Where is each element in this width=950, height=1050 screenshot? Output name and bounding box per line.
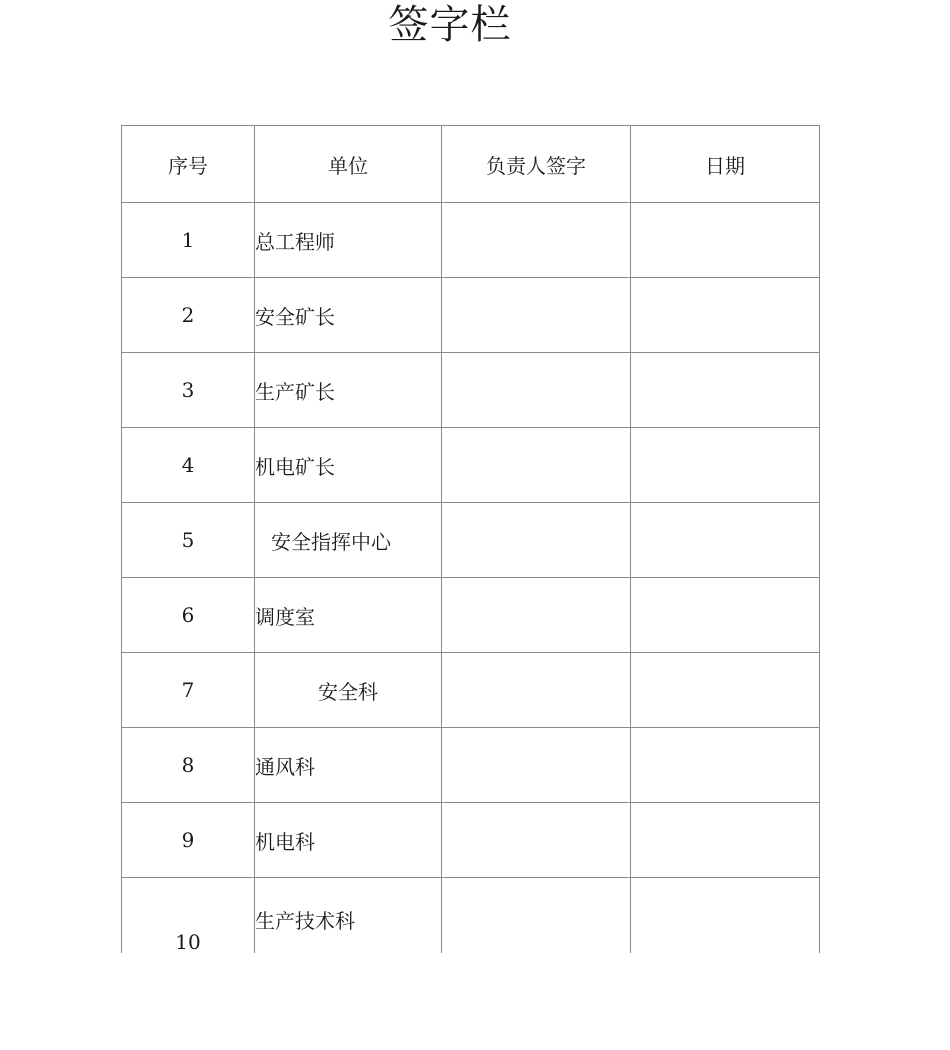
row-index: 10 [122, 878, 255, 954]
row-index: 4 [122, 428, 255, 503]
signature-table-container [121, 125, 821, 953]
signature-cell[interactable] [442, 278, 631, 353]
signature-cell[interactable] [442, 428, 631, 503]
signature-cell[interactable] [442, 353, 631, 428]
signature-cell[interactable] [442, 578, 631, 653]
signature-cell[interactable] [442, 203, 631, 278]
table-row [122, 653, 820, 728]
header-unit: 单位 [255, 126, 442, 203]
row-index: 3 [122, 353, 255, 428]
row-unit: 调度室 [255, 578, 442, 653]
row-index: 8 [122, 728, 255, 803]
signature-cell[interactable] [442, 653, 631, 728]
row-index: 7 [122, 653, 255, 728]
date-cell[interactable] [631, 428, 820, 503]
row-unit: 生产技术科 [255, 878, 442, 954]
date-cell[interactable] [631, 503, 820, 578]
row-index: 5 [122, 503, 255, 578]
signature-table [121, 125, 820, 953]
row-unit: 生产矿长 [255, 353, 442, 428]
header-date: 日期 [631, 126, 820, 203]
row-unit: 机电科 [255, 803, 442, 878]
row-unit: 机电矿长 [255, 428, 442, 503]
signature-cell[interactable] [442, 728, 631, 803]
header-signature: 负责人签字 [442, 126, 631, 203]
row-unit: 安全矿长 [255, 278, 442, 353]
header-index: 序号 [122, 126, 255, 203]
date-cell[interactable] [631, 728, 820, 803]
date-cell[interactable] [631, 653, 820, 728]
date-cell[interactable] [631, 353, 820, 428]
row-index: 9 [122, 803, 255, 878]
table-row [122, 353, 820, 428]
row-index: 1 [122, 203, 255, 278]
table-row [122, 503, 820, 578]
row-unit: 总工程师 [255, 203, 442, 278]
row-unit: 通风科 [255, 728, 442, 803]
date-cell[interactable] [631, 278, 820, 353]
date-cell[interactable] [631, 578, 820, 653]
date-cell[interactable] [631, 878, 820, 954]
table-row [122, 203, 820, 278]
signature-cell[interactable] [442, 503, 631, 578]
page-title: 签字栏 [388, 2, 512, 48]
table-row [122, 428, 820, 503]
table-row [122, 728, 820, 803]
date-cell[interactable] [631, 203, 820, 278]
table-row [122, 803, 820, 878]
row-unit: 安全科 [255, 653, 442, 728]
date-cell[interactable] [631, 803, 820, 878]
table-header-row [122, 126, 820, 203]
signature-cell[interactable] [442, 803, 631, 878]
table-row [122, 278, 820, 353]
signature-cell[interactable] [442, 878, 631, 954]
row-index: 6 [122, 578, 255, 653]
row-index: 2 [122, 278, 255, 353]
table-row [122, 878, 820, 954]
table-row [122, 578, 820, 653]
row-unit: 安全指挥中心 [255, 503, 442, 578]
